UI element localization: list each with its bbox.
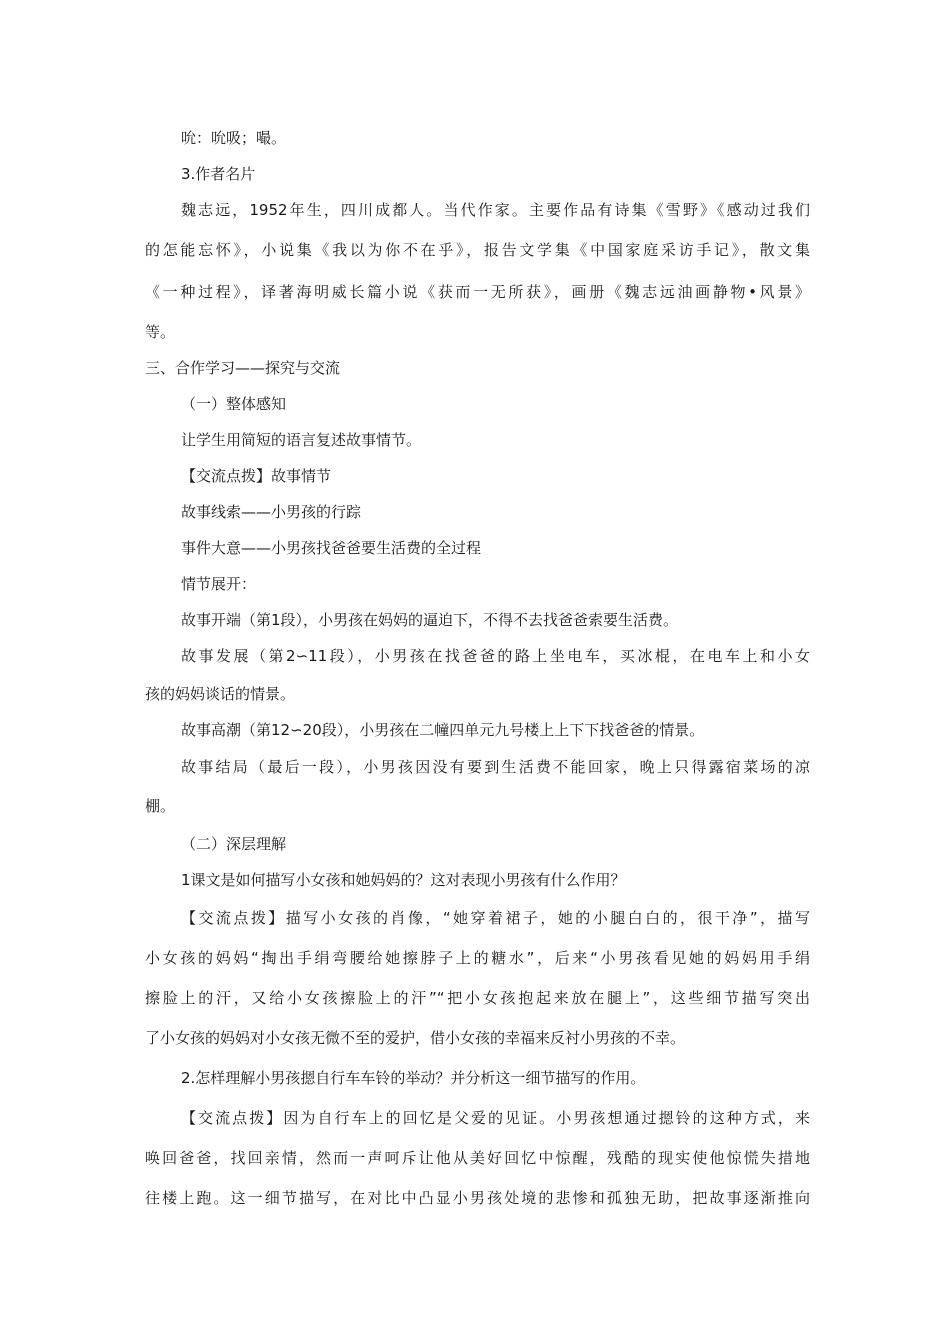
paragraph-line: 棚。 (145, 797, 176, 815)
paragraph-line: 让学生用简短的语言复述故事情节。 (181, 431, 422, 449)
question-line: 2.怎样理解小男孩摁自行车车铃的举动？并分析这一细节描写的作用。 (181, 1069, 646, 1087)
paragraph-line: 故事开端（第1段），小男孩在妈妈的逼迫下，不得不去找爸爸索要生活费。 (181, 611, 679, 629)
paragraph-line: 了小女孩的妈妈对小女孩无微不至的爱护，借小女孩的幸福来反衬小男孩的不幸。 (145, 1029, 686, 1047)
paragraph-line: 孩的妈妈谈话的情景。 (145, 685, 296, 703)
paragraph-line: 【交流点拨】故事情节 (181, 467, 332, 485)
paragraph-line: 故事结局（最后一段），小男孩因没有要到生活费不能回家，晚上只得露宿菜场的凉 (181, 758, 810, 776)
section-heading: 3.作者名片 (181, 165, 256, 183)
paragraph-line: 【交流点拨】因为自行车上的回忆是父爱的见证。小男孩想通过摁铃的这种方式，来 (181, 1109, 810, 1127)
paragraph-line: 《一种过程》，译著海明威长篇小说《获而一无所获》，画册《魏志远油画静物•风景》 (145, 283, 810, 301)
paragraph-line: 往楼上跑。这一细节描写，在对比中凸显小男孩处境的悲惨和孤独无助，把故事逐渐推向 (145, 1189, 810, 1207)
paragraph-line: 的怎能忘怀》，小说集《我以为你不在乎》，报告文学集《中国家庭采访手记》，散文集 (145, 241, 810, 259)
paragraph-line: 魏志远，1952年生，四川成都人。当代作家。主要作品有诗集《雪野》《感动过我们 (181, 201, 810, 219)
paragraph-line: 小女孩的妈妈“掏出手绢弯腰给她擦脖子上的糖水”，后来“小男孩看见她的妈妈用手绢 (145, 949, 810, 967)
paragraph-line: 情节展开： (181, 575, 257, 593)
paragraph-line: 故事线索——小男孩的行踪 (181, 503, 362, 521)
paragraph-line: 故事高潮（第12∽20段），小男孩在二幢四单元九号楼上上下下找爸爸的情景。 (181, 721, 705, 739)
subsection-heading: （一）整体感知 (181, 395, 287, 413)
paragraph-line: 事件大意——小男孩找爸爸要生活费的全过程 (181, 539, 482, 557)
question-line: 1课文是如何描写小女孩和她妈妈的？这对表现小男孩有什么作用？ (181, 871, 626, 889)
paragraph-line: 故事发展（第2∽11段），小男孩在找爸爸的路上坐电车，买冰棍，在电车上和小女 (181, 647, 810, 665)
section-heading: 三、合作学习——探究与交流 (145, 359, 341, 377)
paragraph-line: 等。 (145, 323, 176, 341)
subsection-heading: （二）深层理解 (181, 835, 287, 853)
paragraph-line: 【交流点拨】描写小女孩的肖像，“她穿着裙子，她的小腿白白的，很干净”，描写 (181, 909, 810, 927)
paragraph-line: 唤回爸爸，找回亲情，然而一声呵斥让他从美好回忆中惊醒，残酷的现实使他惊慌失措地 (145, 1149, 810, 1167)
paragraph-line: 吮：吮吸；嘬。 (181, 129, 287, 147)
paragraph-line: 擦脸上的汗，又给小女孩擦脸上的汗”“把小女孩抱起来放在腿上”，这些细节描写突出 (145, 989, 810, 1007)
